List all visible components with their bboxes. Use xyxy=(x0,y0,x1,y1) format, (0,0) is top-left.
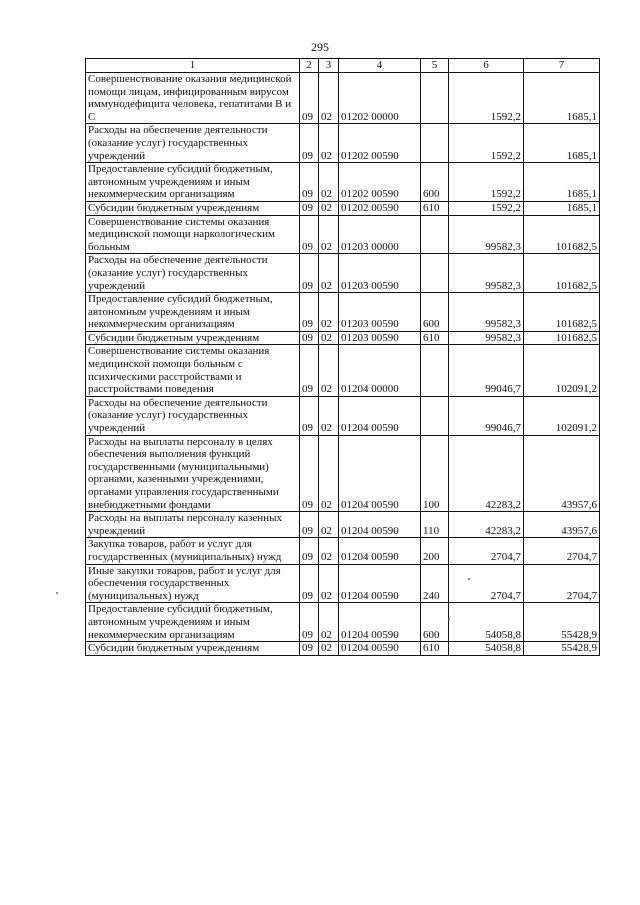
amount-year-2: 101682,5 xyxy=(524,293,600,332)
amount-year-1: 99046,7 xyxy=(449,396,524,435)
amount-year-2: 101682,5 xyxy=(524,254,600,293)
section-code: 09 xyxy=(300,215,319,254)
table-row xyxy=(86,201,600,215)
subsection-code: 02 xyxy=(319,435,339,512)
expense-type-code: 240 xyxy=(421,564,449,603)
target-article-code: 01203 00590 xyxy=(339,254,421,293)
subsection-code: 02 xyxy=(319,163,339,202)
target-article-code: 01202 00590 xyxy=(339,163,421,202)
subsection-code: 02 xyxy=(319,512,339,538)
target-article-code: 01202 00590 xyxy=(339,201,421,215)
table-row xyxy=(86,163,600,202)
section-code: 09 xyxy=(300,642,319,656)
amount-year-2: 2704,7 xyxy=(524,538,600,564)
target-article-code: 01203 00590 xyxy=(339,293,421,332)
amount-year-1: 54058,8 xyxy=(449,603,524,642)
expense-type-code: 610 xyxy=(421,331,449,345)
header-row xyxy=(86,59,600,73)
amount-year-1: 2704,7 xyxy=(449,538,524,564)
section-code: 09 xyxy=(300,331,319,345)
section-code: 09 xyxy=(300,201,319,215)
subsection-code: 02 xyxy=(319,603,339,642)
row-description: Расходы на выплаты персоналу казенных учреждений xyxy=(86,512,300,538)
section-code: 09 xyxy=(300,163,319,202)
subsection-code: 02 xyxy=(319,642,339,656)
subsection-code: 02 xyxy=(319,73,339,124)
amount-year-1: 99582,3 xyxy=(449,215,524,254)
row-description: Совершенствование оказания медицинской помощи лицам, инфицированным вирусом иммунодефицита человека, гепатитами В и С xyxy=(86,73,300,124)
expense-type-code xyxy=(421,73,449,124)
table-row xyxy=(86,564,600,603)
amount-year-1: 99582,3 xyxy=(449,254,524,293)
amount-year-2: 43957,6 xyxy=(524,512,600,538)
table-body xyxy=(86,73,600,656)
table-row xyxy=(86,73,600,124)
subsection-code: 02 xyxy=(319,345,339,396)
target-article-code: 01204 00590 xyxy=(339,603,421,642)
amount-year-1: 1592,2 xyxy=(449,163,524,202)
target-article-code: 01204 00590 xyxy=(339,512,421,538)
subsection-code: 02 xyxy=(319,396,339,435)
amount-year-2: 102091,2 xyxy=(524,396,600,435)
amount-year-1: 99582,3 xyxy=(449,331,524,345)
expense-type-code: 100 xyxy=(421,435,449,512)
expense-type-code: 610 xyxy=(421,201,449,215)
amount-year-2: 2704,7 xyxy=(524,564,600,603)
section-code: 09 xyxy=(300,564,319,603)
target-article-code: 01202 00000 xyxy=(339,73,421,124)
section-code: 09 xyxy=(300,293,319,332)
row-description: Расходы на обеспечение деятельности (оказание услуг) государственных учреждений xyxy=(86,124,300,163)
column-header: 2 xyxy=(300,59,319,73)
subsection-code: 02 xyxy=(319,538,339,564)
amount-year-2: 1685,1 xyxy=(524,73,600,124)
row-description: Расходы на выплаты персоналу в целях обеспечения выполнения функций государственными (муниципальными) органами, казенными учреждениями, органами управления государственными внебюджетными фондами xyxy=(86,435,300,512)
target-article-code: 01204 00000 xyxy=(339,345,421,396)
subsection-code: 02 xyxy=(319,201,339,215)
row-description: Предоставление субсидий бюджетным, автономным учреждениям и иным некоммерческим организациям xyxy=(86,603,300,642)
column-header: 7 xyxy=(524,59,600,73)
subsection-code: 02 xyxy=(319,564,339,603)
table-row xyxy=(86,396,600,435)
table-row xyxy=(86,124,600,163)
subsection-code: 02 xyxy=(319,331,339,345)
expense-type-code xyxy=(421,215,449,254)
amount-year-2: 55428,9 xyxy=(524,603,600,642)
budget-table xyxy=(85,58,600,656)
table-row xyxy=(86,538,600,564)
row-description: Расходы на обеспечение деятельности (оказание услуг) государственных учреждений xyxy=(86,396,300,435)
table-row xyxy=(86,642,600,656)
amount-year-1: 2704,7 xyxy=(449,564,524,603)
section-code: 09 xyxy=(300,603,319,642)
expense-type-code: 600 xyxy=(421,603,449,642)
target-article-code: 01204 00590 xyxy=(339,564,421,603)
amount-year-1: 42283,2 xyxy=(449,512,524,538)
scan-speck xyxy=(468,578,470,580)
table-row xyxy=(86,254,600,293)
expense-type-code xyxy=(421,345,449,396)
row-description: Закупка товаров, работ и услуг для государственных (муниципальных) нужд xyxy=(86,538,300,564)
amount-year-2: 101682,5 xyxy=(524,215,600,254)
amount-year-2: 101682,5 xyxy=(524,331,600,345)
subsection-code: 02 xyxy=(319,124,339,163)
amount-year-1: 99046,7 xyxy=(449,345,524,396)
amount-year-2: 1685,1 xyxy=(524,124,600,163)
row-description: Совершенствование системы оказания медицинской помощи больным с психическими расстройствами и расстройствами поведения xyxy=(86,345,300,396)
expense-type-code: 600 xyxy=(421,163,449,202)
target-article-code: 01204 00590 xyxy=(339,396,421,435)
amount-year-2: 43957,6 xyxy=(524,435,600,512)
column-header: 5 xyxy=(421,59,449,73)
amount-year-2: 102091,2 xyxy=(524,345,600,396)
section-code: 09 xyxy=(300,396,319,435)
subsection-code: 02 xyxy=(319,215,339,254)
amount-year-1: 42283,2 xyxy=(449,435,524,512)
row-description: Расходы на обеспечение деятельности (оказание услуг) государственных учреждений xyxy=(86,254,300,293)
expense-type-code xyxy=(421,124,449,163)
amount-year-2: 1685,1 xyxy=(524,163,600,202)
column-header: 1 xyxy=(86,59,300,73)
row-description: Предоставление субсидий бюджетным, автономным учреждениям и иным некоммерческим организациям xyxy=(86,163,300,202)
target-article-code: 01202 00590 xyxy=(339,124,421,163)
expense-type-code: 600 xyxy=(421,293,449,332)
page-number: 295 xyxy=(311,40,329,54)
expense-type-code: 200 xyxy=(421,538,449,564)
column-header: 4 xyxy=(339,59,421,73)
section-code: 09 xyxy=(300,345,319,396)
section-code: 09 xyxy=(300,124,319,163)
column-header: 3 xyxy=(319,59,339,73)
column-header: 6 xyxy=(449,59,524,73)
expense-type-code xyxy=(421,254,449,293)
scan-speck xyxy=(56,592,58,594)
table-row xyxy=(86,331,600,345)
row-description: Иные закупки товаров, работ и услуг для обеспечения государственных (муниципальных) нужд xyxy=(86,564,300,603)
table-row xyxy=(86,435,600,512)
target-article-code: 01204 00590 xyxy=(339,538,421,564)
table-row xyxy=(86,215,600,254)
amount-year-1: 1592,2 xyxy=(449,124,524,163)
row-description: Предоставление субсидий бюджетным, автономным учреждениям и иным некоммерческим организациям xyxy=(86,293,300,332)
table-row xyxy=(86,603,600,642)
expense-type-code xyxy=(421,396,449,435)
amount-year-1: 1592,2 xyxy=(449,201,524,215)
table-row xyxy=(86,512,600,538)
target-article-code: 01204 00590 xyxy=(339,642,421,656)
subsection-code: 02 xyxy=(319,293,339,332)
target-article-code: 01203 00000 xyxy=(339,215,421,254)
row-description: Субсидии бюджетным учреждениям xyxy=(86,331,300,345)
row-description: Субсидии бюджетным учреждениям xyxy=(86,201,300,215)
scan-speck xyxy=(448,618,450,620)
target-article-code: 01203 00590 xyxy=(339,331,421,345)
section-code: 09 xyxy=(300,512,319,538)
row-description: Совершенствование системы оказания медицинской помощи наркологическим больным xyxy=(86,215,300,254)
amount-year-1: 54058,8 xyxy=(449,642,524,656)
section-code: 09 xyxy=(300,435,319,512)
section-code: 09 xyxy=(300,73,319,124)
amount-year-1: 99582,3 xyxy=(449,293,524,332)
section-code: 09 xyxy=(300,538,319,564)
target-article-code: 01204 00590 xyxy=(339,435,421,512)
row-description: Субсидии бюджетным учреждениям xyxy=(86,642,300,656)
table-row xyxy=(86,293,600,332)
subsection-code: 02 xyxy=(319,254,339,293)
section-code: 09 xyxy=(300,254,319,293)
expense-type-code: 610 xyxy=(421,642,449,656)
amount-year-2: 55428,9 xyxy=(524,642,600,656)
table-row xyxy=(86,345,600,396)
amount-year-1: 1592,2 xyxy=(449,73,524,124)
amount-year-2: 1685,1 xyxy=(524,201,600,215)
expense-type-code: 110 xyxy=(421,512,449,538)
